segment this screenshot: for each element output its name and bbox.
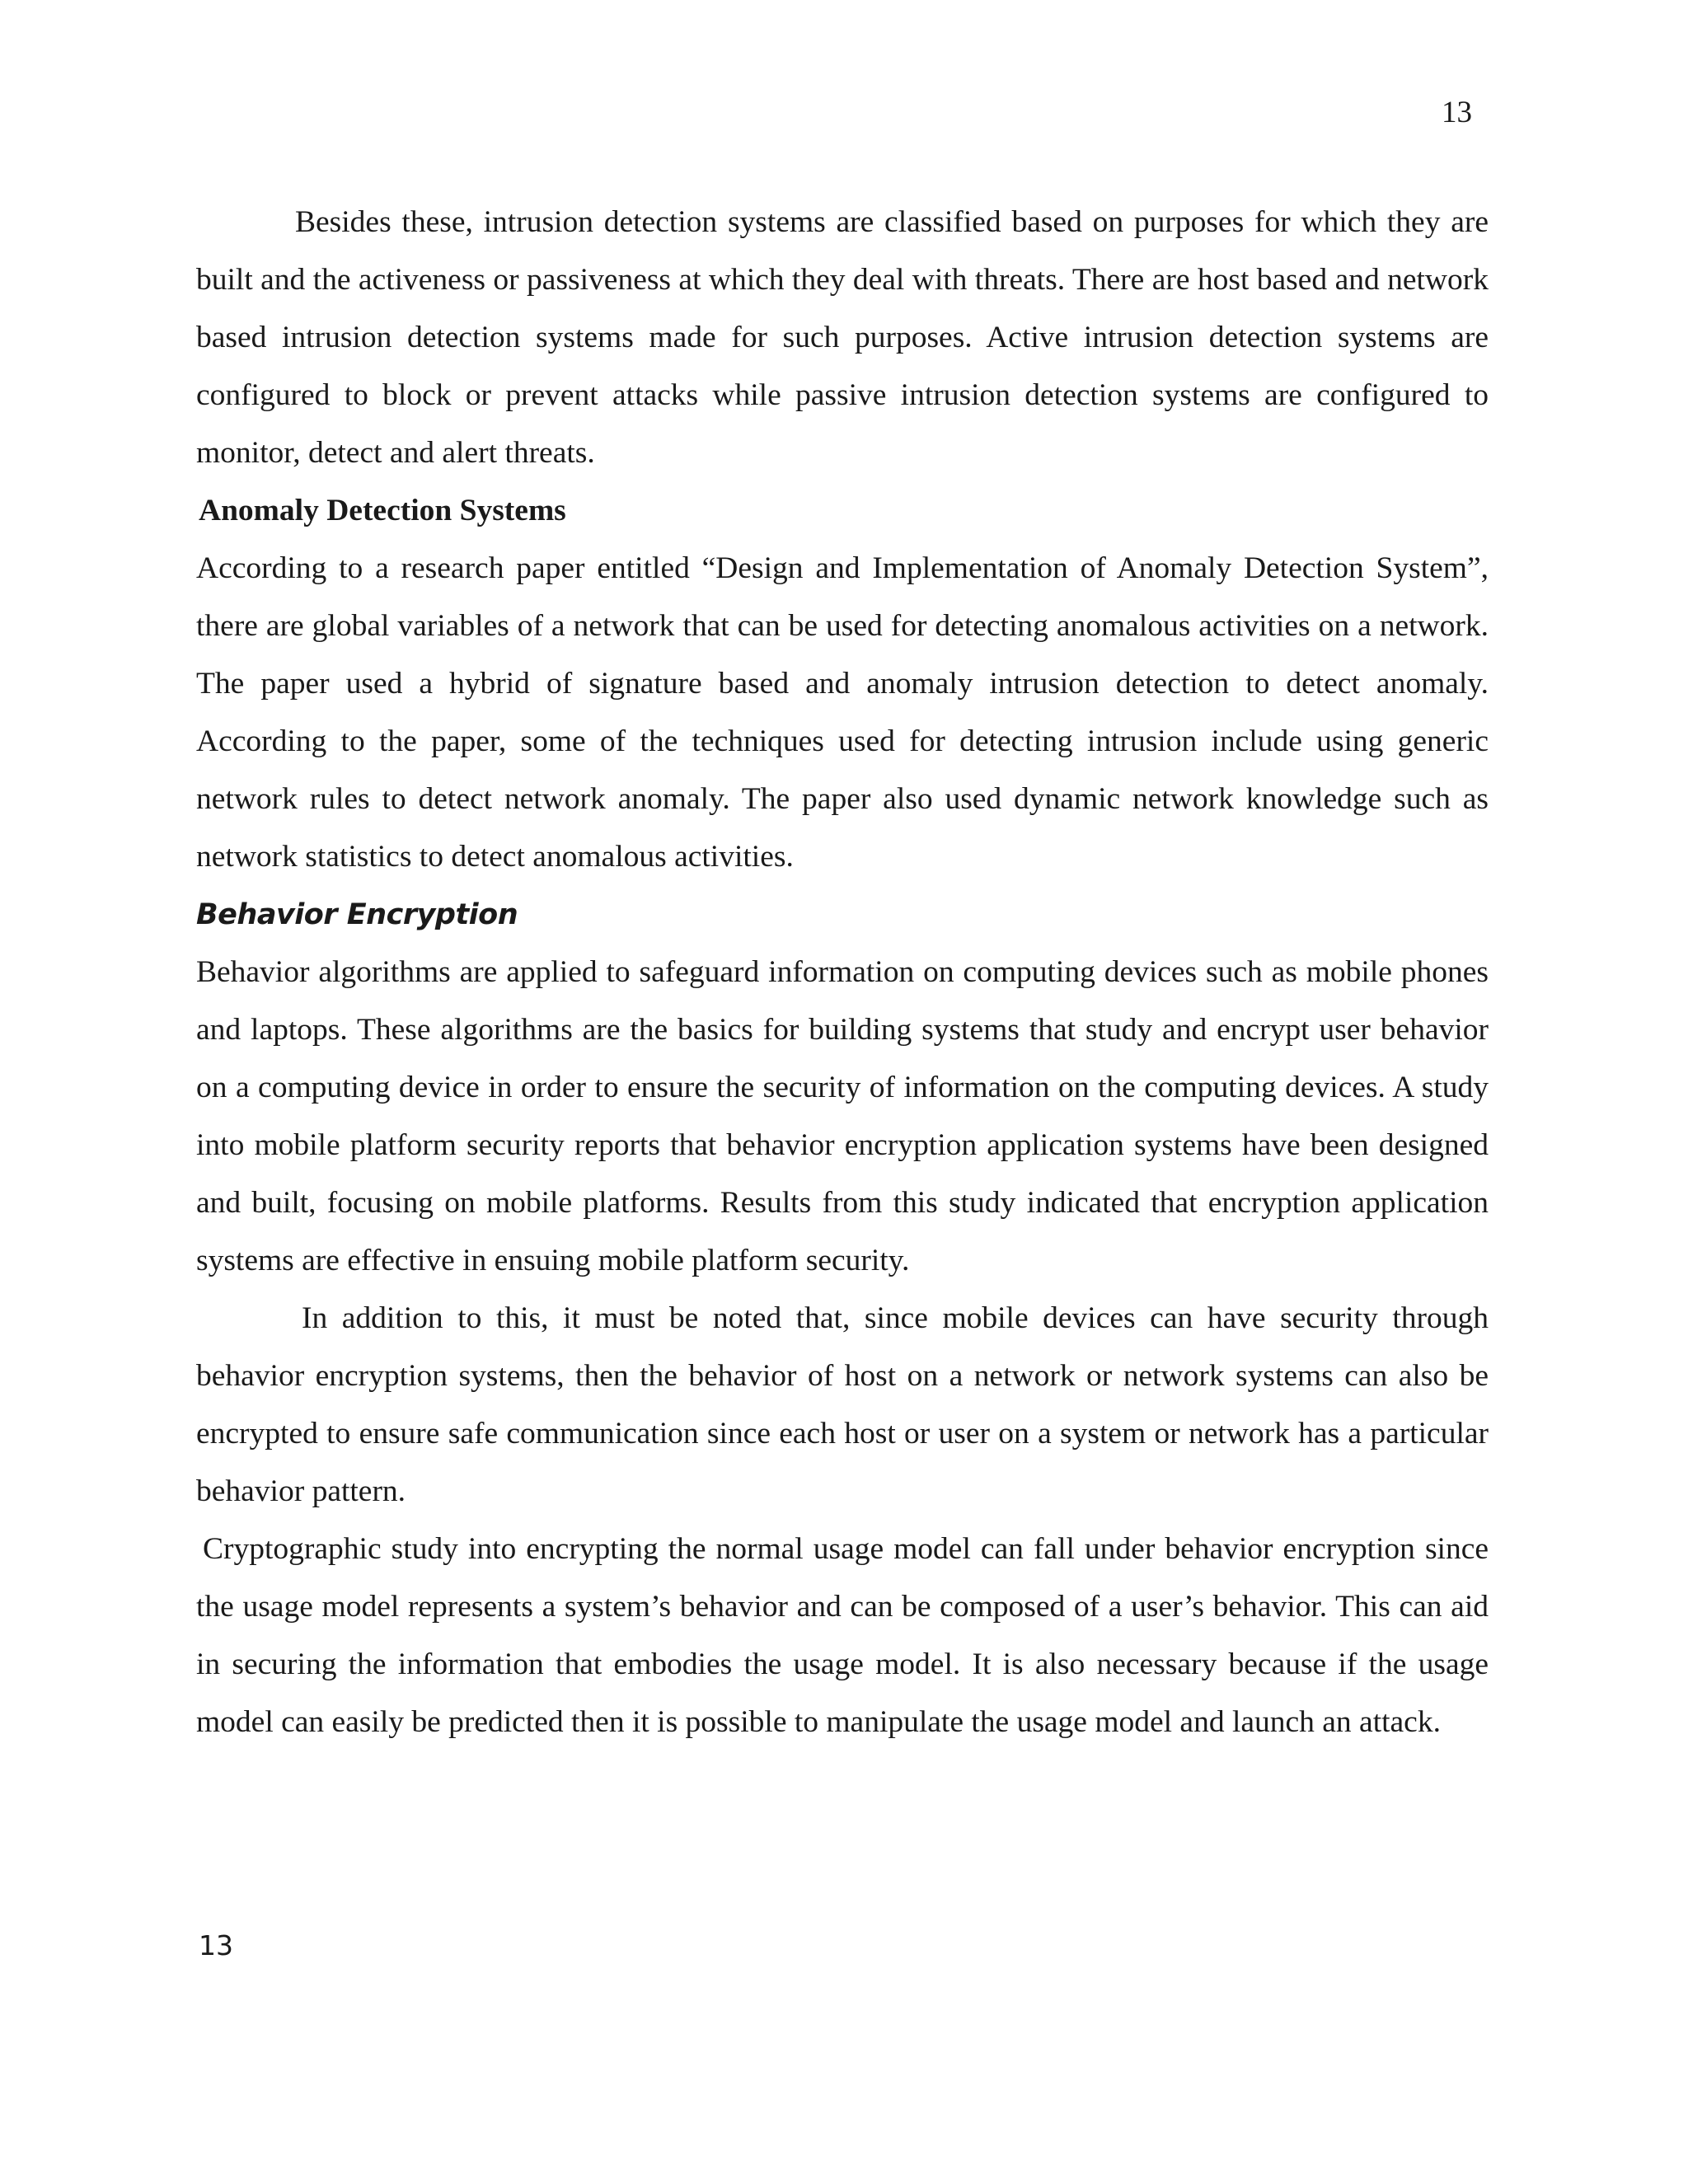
heading-behavior-encryption: Behavior Encryption (196, 898, 518, 931)
paragraph-anomaly-detection: According to a research paper entitled “Design and Implementation of Anomaly Detection System”, there are global variables of a network that can be used for detecting anomalous activities on a network. The paper used a hybrid of signature based and anomaly intrusion detection to detect anomaly. According to the paper, some of the techniques used for detecting intrusion include using generic network rules to detect network anomaly. The paper also used dynamic network knowledge such as network statistics to detect anomalous activities. (196, 551, 1489, 874)
footer-page-number: 13 (199, 1929, 233, 1961)
paragraph-mobile-devices: In addition to this, it must be noted that, since mobile devices can have security through behavior encryption systems, then the behavior of host on a network or network systems can also be encrypted to ensure safe communication since each host or user on a system or network has a particular behavior pattern. (196, 1301, 1489, 1508)
heading-anomaly-detection-systems: Anomaly Detection Systems (199, 494, 566, 527)
paragraph-behavior-algorithms: Behavior algorithms are applied to safeguard information on computing devices such as mobile phones and laptops. These algorithms are the basics for building systems that study and encrypt user behavior on a computing device in order to ensure the security of information on the computing devices. A study into mobile platform security reports that behavior encryption application systems have been designed and built, focusing on mobile platforms. Results from this study indicated that encryption application systems are effective in ensuing mobile platform security. (196, 955, 1489, 1277)
paragraph-cryptographic-study: Cryptographic study into encrypting the normal usage model can fall under behavior encryption since the usage model represents a system’s behavior and can be composed of a user’s behavior. This can aid in securing the information that embodies the usage model. It is also necessary because if the usage model can easily be predicted then it is possible to manipulate the usage model and launch an attack. (196, 1532, 1489, 1739)
header-page-number: 13 (1442, 96, 1472, 129)
paragraph-intrusion-classification: Besides these, intrusion detection systems are classified based on purposes for which they are built and the activeness or passiveness at which they deal with threats. There are host based and network based intrusion detection systems made for such purposes. Active intrusion detection systems are configured to block or prevent attacks while passive intrusion detection systems are configured to monitor, detect and alert threats. (196, 205, 1489, 470)
document-body (196, 194, 1489, 1751)
